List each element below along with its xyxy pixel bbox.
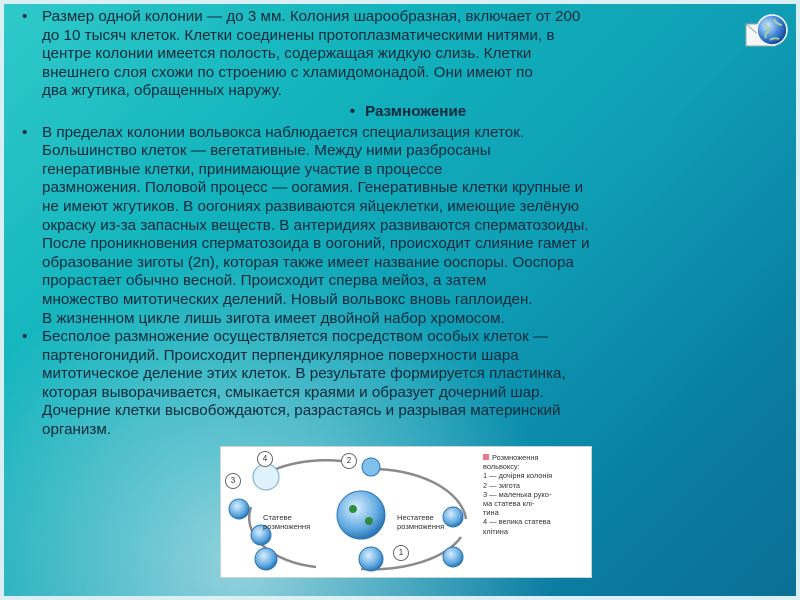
bullet: •	[22, 328, 28, 346]
legend-title: Розмноження вольвоксу:	[483, 453, 539, 472]
paragraph-asexual-reproduction	[18, 328, 758, 440]
label-number-1: 1	[393, 545, 409, 561]
bullet: •	[349, 102, 356, 120]
paragraph-colony-description	[18, 8, 758, 101]
legend-item: 2 — зигота	[483, 480, 521, 490]
label-sexual-reproduction: Статеве розмноження	[263, 513, 311, 531]
label-asexual-reproduction: Нестатеве розмноження	[397, 513, 445, 531]
bullet: •	[22, 123, 28, 141]
zygote	[362, 458, 380, 476]
slide-text-block	[18, 8, 758, 440]
bullet: •	[22, 8, 28, 25]
paragraph-text: В пределах колонии вольвокса наблюдается специализация клеток. Большинство клеток — вегетативные. Между ними разбросаны генеративные клетки, принимающие участие в процессе размножения. Половой процесс — оогамия. Генеративные клетки крупные и не имеют жгутиков. В оогониях развиваются яйцеклетки, имеющие зелёную окраску из-за запасных веществ. В антеридиях развиваются сперматозоиды. После проникновения сперматозоида в оогоний, происходит слияние гамет и образование зиготы (2n), которая также имеет название ооспоры. Ооспора прорастает обычно весной. Происходит сперва мейоз, а затем множество митотических делений. Новый вольвокс вновь гаплоиден. В жизненном цикле лишь зигота имеет двойной набор хромосом.	[42, 123, 590, 327]
label-number-3: 3	[225, 473, 241, 489]
figure-legend	[483, 453, 587, 536]
section-heading	[18, 103, 758, 122]
daughter-colony	[349, 505, 357, 513]
large-sex-cell	[253, 464, 279, 490]
central-colony	[337, 491, 385, 539]
colony	[443, 547, 463, 567]
heading-text: Размножение	[365, 102, 467, 120]
legend-item: 3 — маленька руко- ма статева клі- тина	[483, 489, 552, 518]
legend-item: 4 — велика статева клітина	[483, 517, 551, 536]
label-number-2: 2	[341, 453, 357, 469]
label-number-4: 4	[257, 451, 273, 467]
globe-mail-icon	[744, 10, 790, 56]
left-colony	[229, 499, 249, 519]
paragraph-text: Бесполое размножение осуществляется посредством особых клеток — партеногонидий. Происходит перпендикулярное поверхности шара митотическое деление этих клеток. В результате формируется пластинка, которая выворачивается, смыкается краями и образует дочерний шар. Дочерние клетки высвобождаются, разрастаясь и разрывая материнский организм.	[42, 328, 566, 439]
colony	[255, 548, 277, 570]
legend-item: 1 — дочірня колонія	[483, 471, 553, 481]
paragraph-text: Размер одной колонии — до 3 мм. Колония шарообразная, включает от 200 до 10 тысяч клеток. Клетки соединены протоплазматическими нитями, в центре колонии имеется полость, содержащая жидкую слизь. Клетки внешнего слоя схожи по строению с хламидомонадой. Они имеют по два жгутика, обращенных наружу.	[42, 8, 581, 100]
legend-marker	[483, 454, 489, 460]
paragraph-sexual-reproduction	[18, 124, 758, 329]
colony	[443, 507, 463, 527]
volvox-life-cycle-figure	[220, 446, 592, 578]
daughter-colony	[365, 517, 373, 525]
colony	[359, 547, 383, 571]
